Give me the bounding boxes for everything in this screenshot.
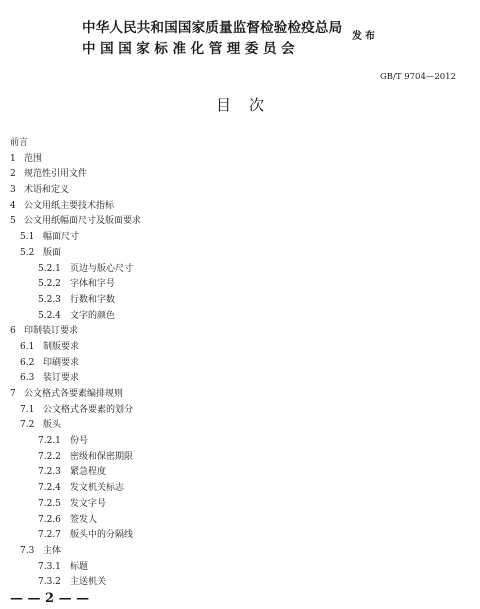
toc-entry-text: 印刷要求 [43, 357, 80, 368]
toc-entry[interactable] [0, 465, 480, 481]
toc-entry-text: 公文格式各要素编排规则 [24, 389, 124, 399]
toc-entry-number: 7.2.1 [38, 436, 61, 447]
issuer-line-2: 中国国家标准化管理委员会 [82, 41, 300, 57]
toc-entry-text: 公文用纸幅面尺寸及版面要求 [24, 216, 142, 227]
toc-entry[interactable] [0, 293, 480, 309]
toc-entry-text: 公文格式各要素的划分 [43, 404, 134, 415]
toc-entry[interactable] [0, 450, 480, 466]
toc-entry-number: 5.2.4 [38, 310, 61, 321]
toc-entry-number: 7 [10, 389, 16, 399]
toc-entry[interactable] [0, 575, 480, 591]
toc-entry-text: 行数和字数 [70, 294, 116, 305]
toc-entry[interactable] [0, 371, 480, 387]
toc-entry-number: 7.1 [20, 404, 35, 415]
toc-entry-text: 前言 [10, 138, 29, 148]
toc-entry-number: 7.2.4 [38, 483, 61, 494]
toc-entry[interactable] [0, 262, 480, 278]
toc-entry-text: 版面 [43, 247, 62, 258]
toc-entry[interactable] [0, 403, 480, 419]
toc-entry[interactable] [0, 434, 480, 450]
toc-entry-text: 发文字号 [70, 498, 107, 509]
toc-entry[interactable] [0, 309, 480, 325]
toc-entry-text: 规范性引用文件 [24, 169, 88, 180]
toc-entry-number: 5.2.1 [38, 263, 61, 274]
toc-entry-number: 5.2 [20, 247, 35, 258]
issuer-line-1: 中华人民共和国国家质量监督检验检疫总局 [82, 20, 343, 36]
toc-entry-text: 版头 [43, 420, 62, 431]
toc-entry-text: 印制装订要求 [24, 326, 79, 337]
toc-entry-number: 5 [10, 216, 16, 227]
toc-entry[interactable] [0, 152, 480, 168]
toc-entry-number: 7.2.6 [38, 514, 61, 525]
toc-entry[interactable] [0, 324, 480, 340]
toc-entry-number: 7.2.5 [38, 498, 61, 509]
toc-entry-number: 1 [10, 153, 16, 164]
toc-entry-number: 6.2 [20, 357, 35, 368]
toc-entry-number: 6.3 [20, 373, 35, 384]
toc-entry-number: 7.3 [20, 545, 35, 556]
toc-entry[interactable] [0, 560, 480, 576]
toc-entry[interactable] [0, 481, 480, 497]
toc-entry[interactable] [0, 230, 480, 246]
toc-entry-number: 7.3.2 [38, 577, 61, 588]
toc-entry-text: 主送机关 [70, 577, 107, 588]
toc-entry[interactable] [0, 418, 480, 434]
toc-entry[interactable] [0, 183, 480, 199]
standard-number: GB/T 9704—2012 [379, 72, 456, 82]
toc-entry[interactable] [0, 277, 480, 293]
toc-title: 目次 [215, 96, 282, 114]
toc-entry-number: 6.1 [20, 341, 35, 352]
toc-entry-text: 文字的颜色 [70, 310, 116, 321]
toc-entry-number: 5.2.3 [38, 294, 61, 305]
toc-entry-number: 7.2.7 [38, 530, 61, 541]
toc-entry-text: 装订要求 [43, 373, 80, 384]
toc-entry[interactable] [0, 513, 480, 529]
toc-entry-text: 密级和保密期限 [70, 451, 134, 462]
toc-entry-text: 标题 [70, 561, 89, 572]
toc-entry-text: 术语和定义 [24, 185, 70, 196]
toc-list [0, 136, 480, 591]
toc-entry-number: 7.3.1 [38, 561, 61, 572]
toc-entry-text: 版头中的分隔线 [70, 530, 134, 541]
toc-entry-text: 签发人 [70, 514, 98, 525]
toc-entry-number: 3 [10, 185, 16, 196]
publish-label: 发布 [352, 31, 378, 42]
toc-entry-number: 5.1 [20, 232, 35, 243]
page-number: — — 2 — — [10, 591, 90, 606]
toc-entry-text: 发文机关标志 [70, 483, 125, 494]
toc-entry-number: 7.2.3 [38, 467, 61, 478]
toc-entry-text: 份号 [70, 436, 89, 447]
toc-entry[interactable] [0, 136, 480, 152]
toc-entry[interactable] [0, 199, 480, 215]
toc-entry[interactable] [0, 214, 480, 230]
toc-entry-number: 7.2 [20, 420, 35, 431]
toc-entry-text: 主体 [43, 545, 62, 556]
toc-entry-text: 紧急程度 [70, 467, 107, 478]
toc-entry[interactable] [0, 497, 480, 513]
toc-entry-number: 4 [10, 200, 16, 211]
toc-entry-number: 2 [10, 169, 16, 180]
toc-entry-number: 5.2.2 [38, 279, 61, 290]
toc-entry-text: 幅面尺寸 [43, 232, 80, 243]
toc-entry[interactable] [0, 544, 480, 560]
toc-entry-text: 范围 [24, 153, 43, 164]
toc-entry-number: 7.2.2 [38, 451, 61, 462]
toc-entry-text: 页边与版心尺寸 [70, 263, 134, 274]
toc-entry[interactable] [0, 528, 480, 544]
toc-entry-text: 公文用纸主要技术指标 [24, 200, 115, 211]
toc-entry[interactable] [0, 167, 480, 183]
toc-entry-number: 6 [10, 326, 16, 337]
toc-entry[interactable] [0, 340, 480, 356]
toc-entry-text: 字体和字号 [70, 279, 116, 290]
toc-entry[interactable] [0, 387, 480, 403]
toc-entry[interactable] [0, 356, 480, 372]
toc-entry[interactable] [0, 246, 480, 262]
toc-entry-text: 制版要求 [43, 341, 80, 352]
